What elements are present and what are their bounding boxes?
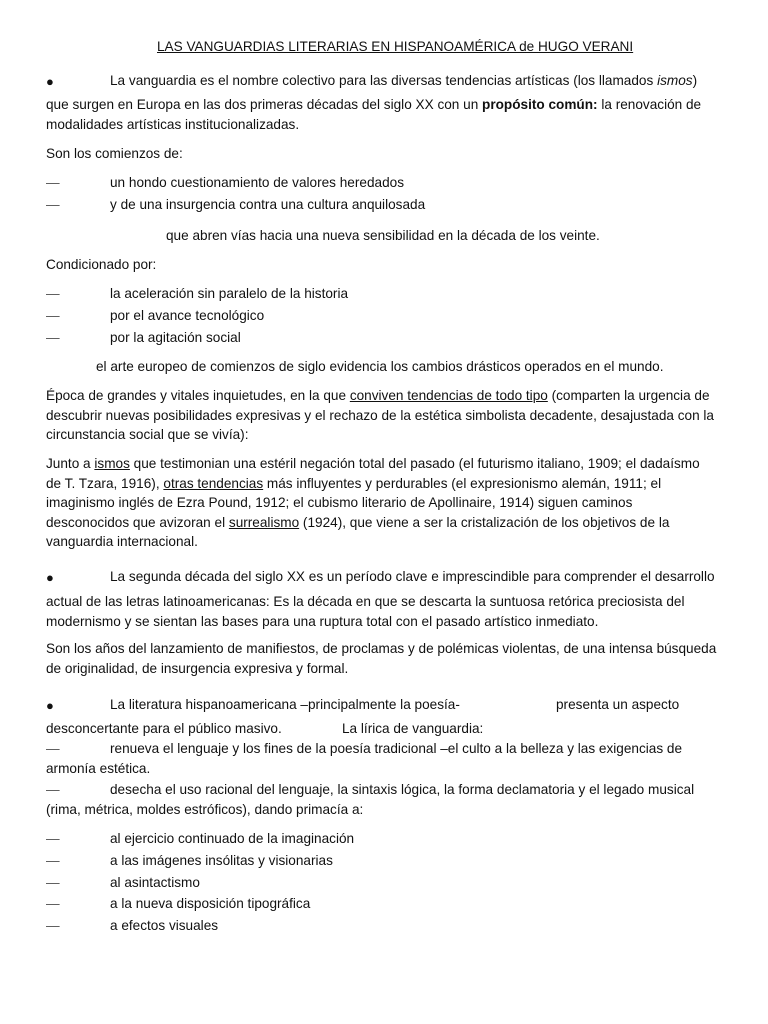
text-run: que testimonian una estéril negación total del pasado (el futurismo italiano, 1909; el dadaísmo de T. Tzara, 1916), bbox=[46, 456, 700, 491]
comienzos-item: un hondo cuestionamiento de valores heredados bbox=[110, 175, 404, 190]
section2-paragraph: actual de las letras latinoamericanas: Es la década en que se descarta la suntuosa retórica preciosista del modernismo y se sientan las bases para una ruptura total con el pasado artístico inmediato. bbox=[46, 594, 685, 629]
dash-icon: — bbox=[46, 831, 60, 846]
dash-icon: — bbox=[46, 175, 60, 190]
section3-second-line-a: desconcertante para el público masivo. bbox=[46, 721, 282, 736]
dash-icon: — bbox=[46, 741, 60, 756]
text-run: (comparten la urgencia de descubrir nuevas posibilidades expresivas y el rechazo de la estética simbolista decadente, desajustada con la circunstancia social que se vivía): bbox=[46, 388, 714, 442]
desecha-continuation: (rima, métrica, moldes estróficos), dando primacía a: bbox=[46, 802, 364, 817]
primacia-item: a la nueva disposición tipográfica bbox=[110, 896, 311, 911]
comienzos-result: que abren vías hacia una nueva sensibilidad en la década de los veinte. bbox=[166, 228, 600, 243]
text-run: Época de grandes y vitales inquietudes, en la que bbox=[46, 388, 350, 403]
text-run: ) bbox=[692, 73, 698, 88]
primacia-item: al ejercicio continuado de la imaginación bbox=[110, 831, 355, 846]
underline-otras-tendencias: otras tendencias bbox=[163, 475, 264, 491]
dash-icon: — bbox=[46, 896, 60, 911]
desecha-line: desecha el uso racional del lenguaje, la sintaxis lógica, la forma declamatoria y el legado musical bbox=[110, 782, 695, 797]
comienzos-label: Son los comienzos de: bbox=[46, 146, 183, 161]
epoca-paragraph bbox=[46, 386, 718, 445]
dash-icon: — bbox=[46, 286, 60, 301]
primacia-item: a efectos visuales bbox=[110, 918, 219, 933]
junto-paragraph bbox=[46, 454, 718, 552]
dash-icon: — bbox=[46, 330, 60, 345]
condicionado-result: el arte europeo de comienzos de siglo evidencia los cambios drásticos operados en el mundo. bbox=[96, 359, 664, 374]
dash-icon: — bbox=[46, 875, 60, 890]
renueva-line: renueva el lenguaje y los fines de la poesía tradicional –el culto a la belleza y las exigencias de bbox=[110, 741, 683, 756]
underline-conviven: conviven tendencias de todo tipo bbox=[349, 388, 548, 403]
bullet-icon: ● bbox=[46, 698, 54, 713]
text-run: (1924), que viene a ser la cristalización de los objetivos de la vanguardia internacional. bbox=[46, 514, 670, 549]
underline-surrealismo: surrealismo bbox=[228, 514, 300, 530]
text-run: que surgen en Europa en las dos primeras décadas del siglo XX con un bbox=[46, 97, 483, 112]
text-run: más influyentes y perdurables (el expresionismo alemán, 1911; el imaginismo inglés de Ezra Pound, 1912; el cubismo literario de Apollinaire, 1914) siguen caminos desconocidos que avizoran el bbox=[46, 475, 662, 530]
emphasis-ismos: ismos bbox=[657, 73, 693, 88]
dash-icon: — bbox=[46, 197, 60, 212]
text-run: La vanguardia es el nombre colectivo para las diversas tendencias artísticas (los llamados bbox=[110, 73, 658, 88]
section3-first-line-a: La literatura hispanoamericana –principalmente la poesía- bbox=[110, 697, 460, 712]
primacia-item: a las imágenes insólitas y visionarias bbox=[110, 853, 333, 868]
primacia-item: al asintactismo bbox=[110, 875, 200, 890]
section1-first-line bbox=[110, 71, 697, 91]
section3-second-line-b: La lírica de vanguardia: bbox=[342, 721, 484, 736]
section2-first-line: La segunda década del siglo XX es un período clave e imprescindible para comprender el desarrollo bbox=[110, 569, 715, 584]
bullet-icon: ● bbox=[46, 570, 54, 585]
text-run: la renovación de modalidades artísticas institucionalizadas. bbox=[46, 97, 702, 132]
document-title: LAS VANGUARDIAS LITERARIAS EN HISPANOAMÉRICA de HUGO VERANI bbox=[157, 39, 634, 54]
section3-first-line-b: presenta un aspecto bbox=[556, 697, 680, 712]
dash-icon: — bbox=[46, 853, 60, 868]
condicionado-item: por el avance tecnológico bbox=[110, 308, 265, 323]
anios-paragraph: Son los años del lanzamiento de manifiestos, de proclamas y de polémicas violentas, de una intensa búsqueda de originalidad, de insurgencia expresiva y formal. bbox=[46, 641, 717, 676]
condicionado-item: la aceleración sin paralelo de la historia bbox=[110, 286, 349, 301]
bullet-icon: ● bbox=[46, 74, 54, 89]
condicionado-label: Condicionado por: bbox=[46, 257, 157, 272]
dash-icon: — bbox=[46, 918, 60, 933]
section1-paragraph bbox=[46, 95, 718, 134]
renueva-continuation: armonía estética. bbox=[46, 761, 151, 776]
bold-proposito: propósito común: bbox=[482, 97, 598, 112]
comienzos-item: y de una insurgencia contra una cultura anquilosada bbox=[110, 197, 426, 212]
condicionado-item: por la agitación social bbox=[110, 330, 241, 345]
dash-icon: — bbox=[46, 782, 60, 797]
text-run: Junto a bbox=[46, 456, 95, 471]
underline-ismos: ismos bbox=[94, 456, 130, 471]
dash-icon: — bbox=[46, 308, 60, 323]
